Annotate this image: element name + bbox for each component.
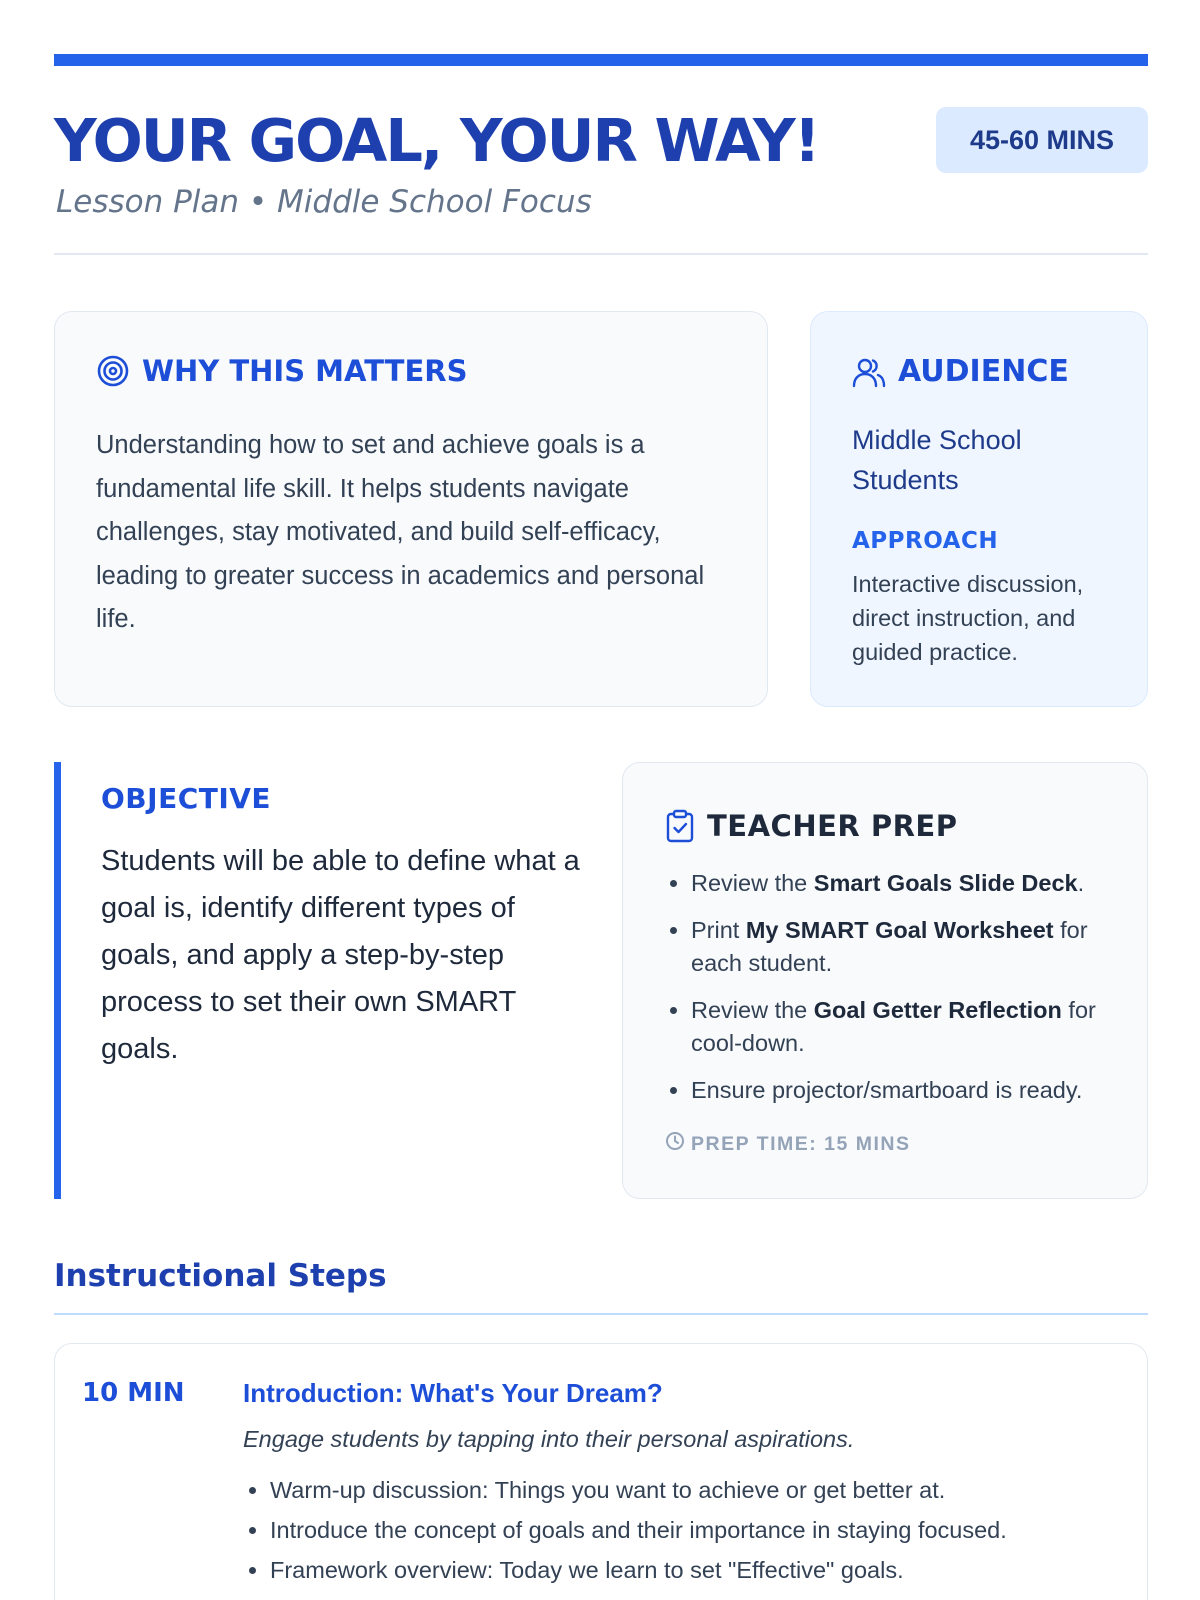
teacher-prep-title: TEACHER PREP <box>707 809 958 843</box>
objective-text: Students will be able to define what a goal is, identify different types of goals, and apply a step-by-step process to set their own SMART goals. <box>101 845 580 1065</box>
page-title: YOUR GOAL, YOUR WAY! <box>54 106 819 175</box>
step-description: Engage students by tapping into their personal aspirations. <box>243 1426 855 1452</box>
prep-item: • Review the Goal Getter Reflection for cool-down. <box>691 994 1131 1060</box>
prep-item: • Print My SMART Goal Worksheet for each student. <box>691 914 1131 980</box>
header-divider <box>54 253 1148 255</box>
prep-time <box>665 1131 911 1157</box>
prep-item: • Ensure projector/smartboard is ready. <box>691 1074 1131 1107</box>
approach-label: APPROACH <box>852 528 999 554</box>
step-bullet-list <box>270 1470 1130 1590</box>
audience-value: Middle School Students <box>852 425 1022 495</box>
step-title: Introduction: What's Your Dream? <box>243 1378 663 1408</box>
why-this-matters-card <box>54 311 768 707</box>
why-this-matters-title: WHY THIS MATTERS <box>142 354 468 388</box>
duration-badge: 45-60 MINS <box>936 107 1148 173</box>
why-this-matters-heading <box>96 354 468 388</box>
step-bullet: • Introduce the concept of goals and their importance in staying focused. <box>270 1510 1130 1550</box>
target-icon <box>96 354 130 388</box>
audience-card <box>810 311 1148 707</box>
why-this-matters-text: Understanding how to set and achieve goals is a fundamental life skill. It helps students navigate challenges, stay motivated, and build self-efficacy, leading to greater success in academics and personal life. <box>96 431 705 633</box>
clipboard-check-icon <box>665 809 695 843</box>
prep-item: • Review the Smart Goals Slide Deck. <box>691 867 1131 900</box>
steps-divider <box>54 1313 1148 1315</box>
step-bullet: • Framework overview: Today we learn to set "Effective" goals. <box>270 1550 1130 1590</box>
approach-text: Interactive discussion, direct instruction, and guided practice. <box>852 571 1084 665</box>
step-duration: 10 MIN <box>82 1378 185 1408</box>
step-card <box>54 1343 1148 1600</box>
audience-title: AUDIENCE <box>898 354 1069 389</box>
audience-heading <box>852 354 1069 389</box>
page-subtitle: Lesson Plan • Middle School Focus <box>56 184 592 220</box>
prep-time-label: PREP TIME: 15 MINS <box>691 1132 911 1155</box>
objective-label: OBJECTIVE <box>101 782 272 815</box>
step-bullet: • Warm-up discussion: Things you want to achieve or get better at. <box>270 1470 1130 1510</box>
teacher-prep-list <box>691 867 1131 1121</box>
users-icon <box>852 355 886 389</box>
clock-icon <box>665 1131 685 1157</box>
teacher-prep-heading <box>665 809 957 843</box>
instructional-steps-title: Instructional Steps <box>54 1258 387 1294</box>
top-accent-bar <box>54 54 1148 66</box>
objective-block <box>54 762 594 1199</box>
teacher-prep-card <box>622 762 1148 1199</box>
